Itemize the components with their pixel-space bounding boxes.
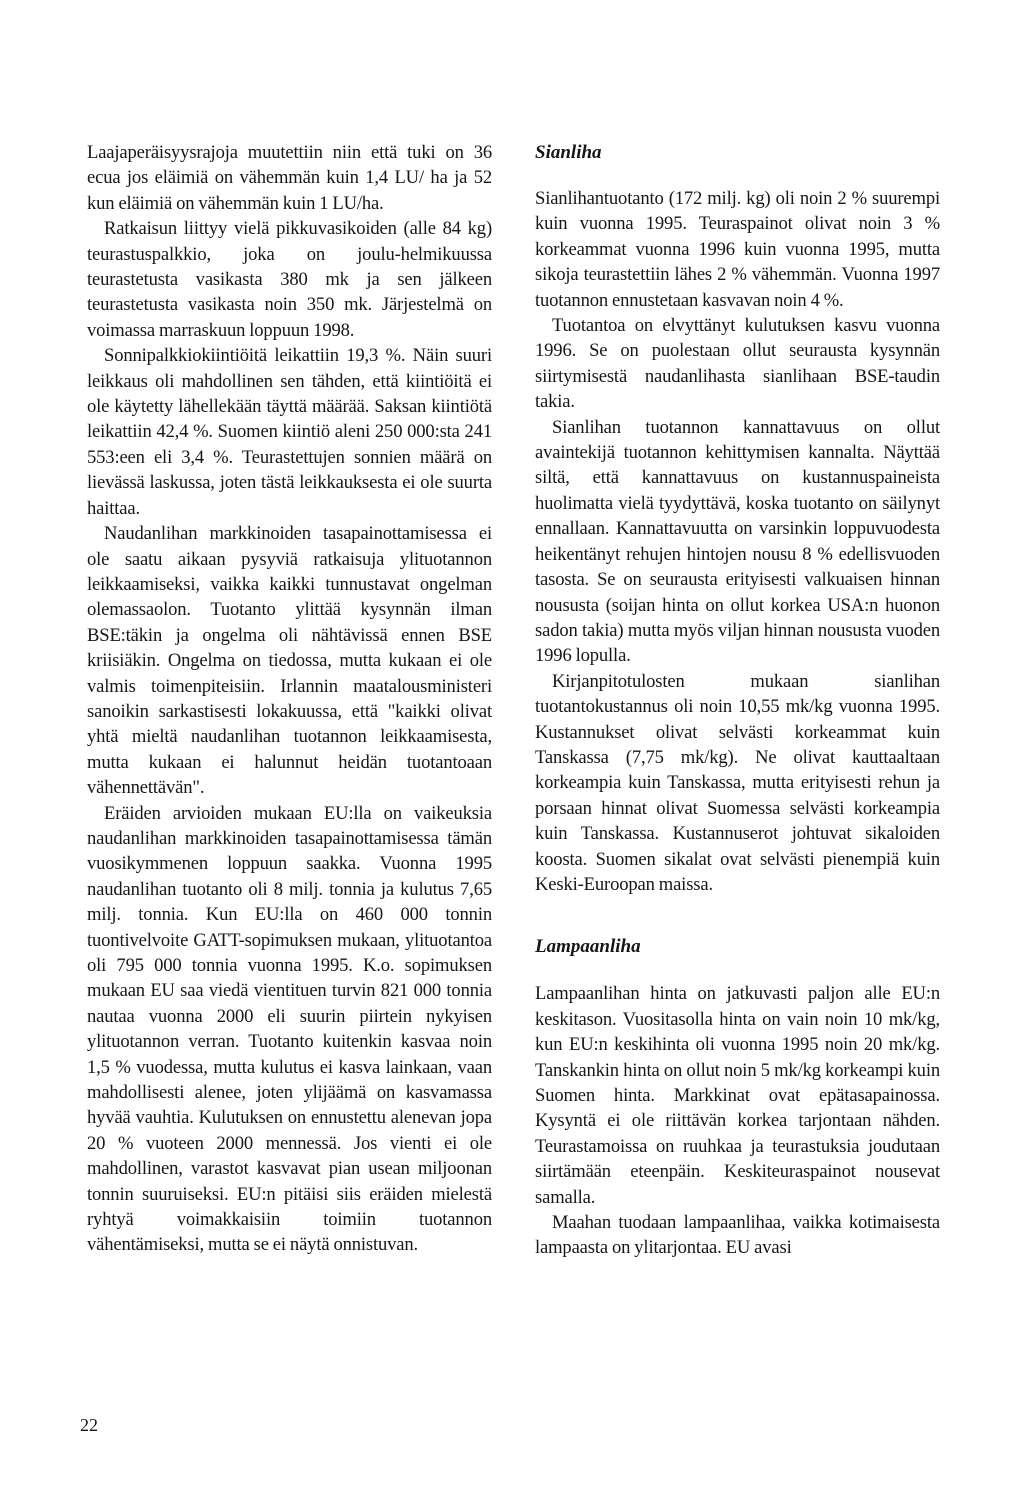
paragraph-sonnipalkkiokiintiot: Sonnipalkkiokiintiöitä leikattiin 19,3 %. Näin suuri leikkaus oli mahdollinen sen tähden, että kiintiöitä ei ole käytetty lähellekään täyttä määrää. Saksan kiintiötä leikattiin 42,4 %. Suomen kiintiö aleni 250 000:sta 241 553:een eli 3,4 %. Teurastettujen sonnien määrä on lievässä laskussa, joten tästä leikkauksesta ei ole suurta haittaa. (87, 345, 492, 519)
section-heading-lampaanliha: Lampaanliha (535, 936, 641, 958)
section-heading-sianliha: Sianliha (535, 142, 602, 163)
paragraph-kannattavuus: Sianlihan tuotannon kannattavuus on ollut avaintekijä tuotannon kehittymisen kannalta. Näyttää siltä, että kannattavuus on kustannuspaineista huolimatta vielä tyydyttävä, koska tuotanto on säilynyt ennallaan. Kannattavuutta on varsinkin loppuvuodesta heikentänyt rehujen hintojen nousu 8 % edellisvuoden tasosta. Se on seurausta erityisesti valkuaisen hinnan noususta (soijan hinta on ollut korkea USA:n huonon sadon takia) mutta myös viljan hinnan noususta vuoden 1996 lopulla. (535, 416, 940, 667)
paragraph-eu-ylituotanto: Eräiden arvioiden mukaan EU:lla on vaikeuksia naudanlihan markkinoiden tasapainottamisessa tämän vuosikymmenen loppuun saakka. Vuonna 1995 naudanlihan tuotanto oli 8 milj. tonnia ja kulutus 7,65 milj. tonnia. Kun EU:lla on 460 000 tonnin tuontivelvoite GATT-sopimuksen mukaan, ylituotantoa oli 795 000 tonnia vuonna 1995. K.o. sopimuksen mukaan EU saa viedä vientituen turvin 821 000 tonnia nautaa vuonna 2000 eli suurin piirtein nykyisen ylituotannon verran. Tuotanto kuitenkin kasvaa noin 1,5 % vuodessa, mutta kulutus ei kasva lainkaan, vaan mahdollisesti alenee, joten ylijäämä on kasvamassa hyvää vauhtia. Kulutuksen on ennustettu alenevan jopa 20 % vuoteen 2000 mennessä. Jos vienti ei ole mahdollinen, varastot kasvavat pian usean miljoonan tonnin suuruiseksi. EU:n pitäisi siis eräiden mielestä ryhtyä voimakkaisiin toimiin tuotannon vähentämiseksi, mutta se ei näytä onnistuvan. (87, 802, 492, 1256)
paragraph-markkinoiden-tasapainottaminen: Naudanlihan markkinoiden tasapainottamisessa ei ole saatu aikaan pysyviä ratkaisuja ylituotannon leikkaamiseksi, vaikka kaikki tunnustavat ongelman olemassaolon. Tuotanto ylittää kysynnän ilman BSE:täkin ja ongelma oli nähtävissä ennen BSE kriisiäkin. Ongelma on tiedossa, mutta kukaan ei ole valmis toimenpiteisiin. Irlannin maatalousministeri sanoikin sarkastisesti lokakuussa, että "kaikki olivat yhtä mieltä naudanlihan tuotannon leikkaamisesta, mutta kukaan ei halunnut heidän tuotantoaan vähennettävän". (87, 523, 492, 799)
right-column (535, 140, 940, 1261)
paragraph-lampaanlihan-tuonti: Maahan tuodaan lampaanlihaa, vaikka kotimaisesta lampaasta on ylitarjontaa. EU avasi (535, 1212, 940, 1259)
paragraph-laajaperaisyysrajat: Laajaperäisyysrajoja muutettiin niin että tuki on 36 ecua jos eläimiä on vähemmän kuin 1,4 LU/ ha ja 52 kun eläimiä on vähemmän kuin 1 LU/ha. (87, 142, 492, 214)
page-number: 22 (80, 1415, 98, 1435)
paragraph-vasikkapalkkio: Ratkaisun liittyy vielä pikkuvasikoiden (alle 84 kg) teurastuspalkkio, joka on joulu-helmikuussa teurastetusta vasikasta 380 mk ja sen jälkeen teurastetusta vasikasta noin 350 mk. Järjestelmä on voimassa marraskuun loppuun 1998. (87, 218, 492, 341)
paragraph-tuotantokustannus: Kirjanpitotulosten mukaan sianlihan tuotantokustannus oli noin 10,55 mk/kg vuonna 1995. Kustannukset olivat selvästi korkeammat kuin Tanskassa (7,75 mk/kg). Ne olivat kauttaaltaan korkeampia kuin Tanskassa, mutta erityisesti rehun ja porsaan hinnat olivat Suomessa selvästi korkeampia kuin Tanskassa. Kustannuserot johtuvat sikaloiden koosta. Suomen sikalat ovat selvästi pienempiä kuin Keski-Euroopan maissa. (535, 670, 940, 895)
paragraph-sianlihantuotanto: Sianlihantuotanto (172 milj. kg) oli noin 2 % suurempi kuin vuonna 1995. Teuraspainot olivat noin 3 % korkeammat vuonna 1996 kuin vuonna 1995, mutta sikoja teurastettiin lähes 2 % vähemmän. Vuonna 1997 tuotannon ennustetaan kasvavan noin 4 %. (535, 188, 940, 311)
paragraph-kulutuksen-kasvu: Tuotantoa on elvyttänyt kulutuksen kasvu vuonna 1996. Se on puolestaan ollut seurausta kysynnän siirtymisestä naudanlihasta sianlihaan BSE-taudin takia. (535, 315, 940, 413)
left-column (87, 140, 492, 1258)
paragraph-lampaanlihan-hinta: Lampaanlihan hinta on jatkuvasti paljon alle EU:n keskitason. Vuositasolla hinta on vain noin 10 mk/kg, kun EU:n keskihinta oli vuonna 1995 noin 20 mk/kg. Tanskankin hinta on ollut noin 5 mk/kg korkeampi kuin Suomen hinta. Markkinat ovat epätasapainossa. Kysyntä ei ole riittävän korkea tarjontaan nähden. Teurastamoissa on ruuhkaa ja teurastuksia joudutaan siirtämään eteenpäin. Keskiteuraspainot nousevat samalla. (535, 983, 940, 1208)
